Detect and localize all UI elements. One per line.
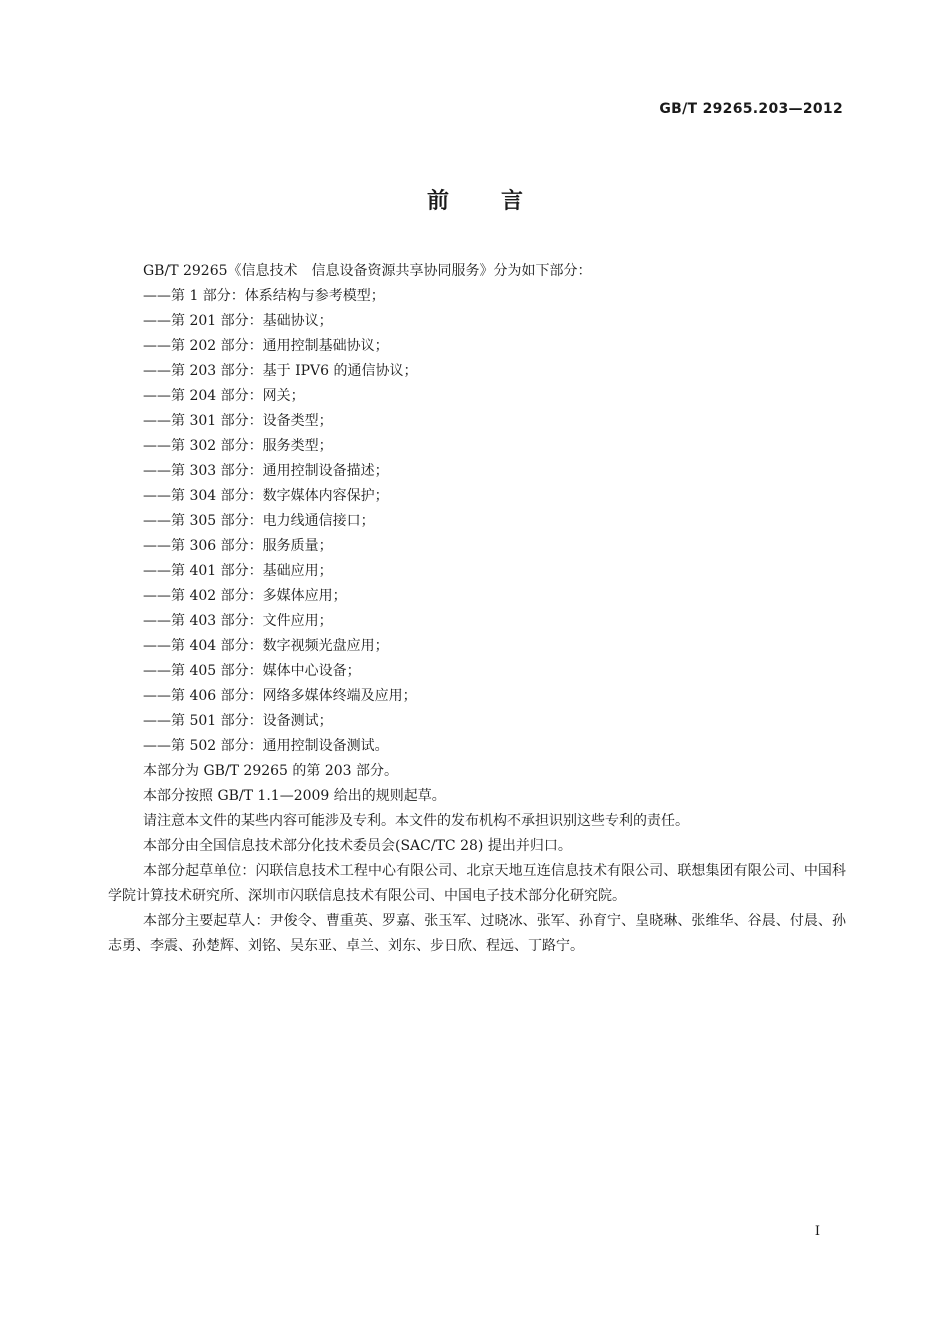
part-list-item: ——第 303 部分：通用控制设备描述；	[143, 463, 389, 479]
body-paragraph: 本部分为 GB/T 29265 的第 203 部分。	[143, 763, 399, 779]
part-list-item: ——第 305 部分：电力线通信接口；	[143, 513, 375, 529]
body-paragraph: 本部分按照 GB/T 1.1—2009 给出的规则起草。	[143, 788, 446, 804]
intro-line: GB/T 29265《信息技术 信息设备资源共享协同服务》分为如下部分：	[143, 263, 592, 279]
part-list-item: ——第 404 部分：数字视频光盘应用；	[143, 638, 389, 654]
part-list-item: ——第 401 部分：基础应用；	[143, 563, 333, 579]
part-list-item: ——第 501 部分：设备测试；	[143, 713, 333, 729]
standard-code: GB/T 29265.203—2012	[659, 101, 843, 117]
drafting-units-paragraph: 本部分起草单位：闪联信息技术工程中心有限公司、北京天地互连信息技术有限公司、联想集团有限公司、中国科学院计算技术研究所、深圳市闪联信息技术有限公司、中国电子技术部分化研究院。	[108, 863, 846, 904]
part-list-item: ——第 203 部分：基于 IPV6 的通信协议；	[143, 363, 418, 379]
part-list-item: ——第 406 部分：网络多媒体终端及应用；	[143, 688, 417, 704]
part-list-item: ——第 1 部分：体系结构与参考模型；	[143, 288, 385, 304]
drafters-paragraph: 本部分主要起草人：尹俊令、曹重英、罗嘉、张玉军、过晓冰、张军、孙育宁、皇晓琳、张维华、谷晨、付晨、孙志勇、李震、孙楚辉、刘铭、吴东亚、卓兰、刘东、步日欣、程远、丁路宁。	[108, 913, 846, 954]
part-list-item: ——第 403 部分：文件应用；	[143, 613, 333, 629]
part-list-item: ——第 302 部分：服务类型；	[143, 438, 333, 454]
part-list-item: ——第 306 部分：服务质量；	[143, 538, 333, 554]
part-list-item: ——第 502 部分：通用控制设备测试。	[143, 738, 389, 754]
part-list-item: ——第 201 部分：基础协议；	[143, 313, 333, 329]
part-list-item: ——第 304 部分：数字媒体内容保护；	[143, 488, 389, 504]
body-paragraph: 本部分由全国信息技术部分化技术委员会(SAC/TC 28) 提出并归口。	[143, 838, 572, 854]
part-list-item: ——第 402 部分：多媒体应用；	[143, 588, 347, 604]
part-list-item: ——第 405 部分：媒体中心设备；	[143, 663, 361, 679]
page-number: I	[814, 1224, 820, 1239]
patent-notice-paragraph: 请注意本文件的某些内容可能涉及专利。本文件的发布机构不承担识别这些专利的责任。	[143, 813, 689, 829]
page-title: 前言	[426, 189, 575, 214]
part-list-item: ——第 301 部分：设备类型；	[143, 413, 333, 429]
part-list-item: ——第 204 部分：网关；	[143, 388, 305, 404]
part-list-item: ——第 202 部分：通用控制基础协议；	[143, 338, 389, 354]
document-body	[108, 259, 846, 959]
